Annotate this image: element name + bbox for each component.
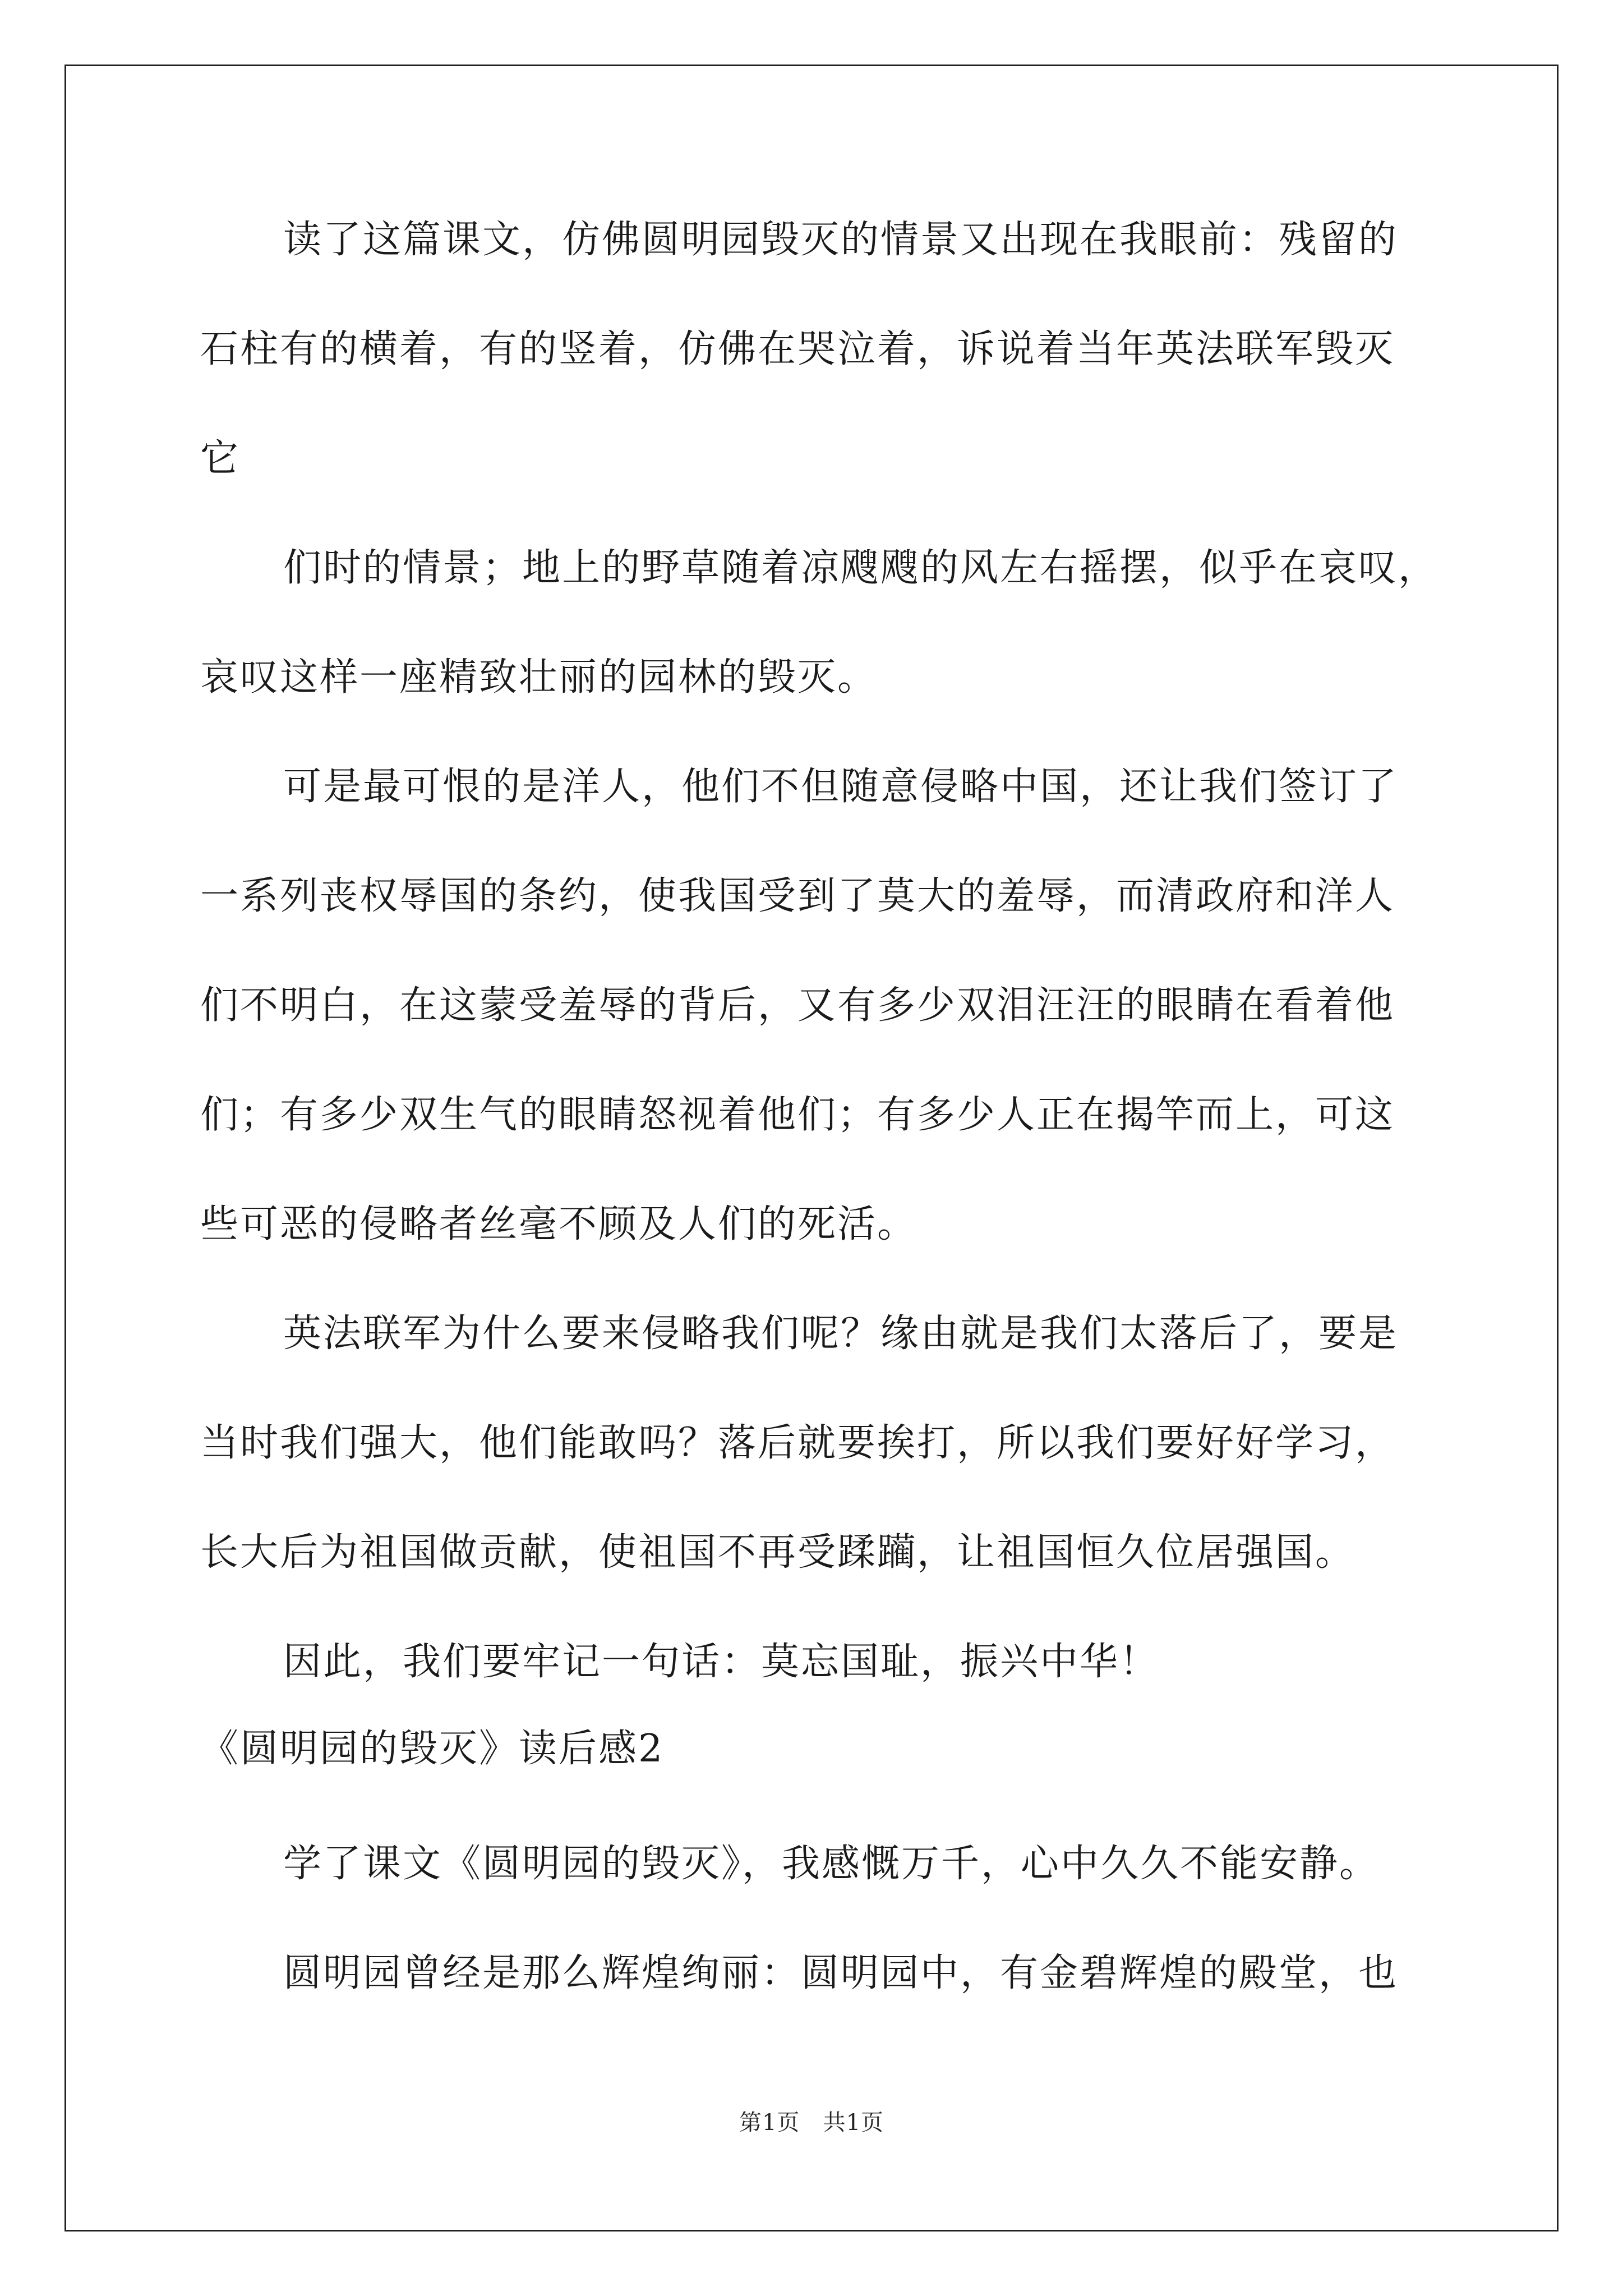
paragraph-line: 们不明白，在这蒙受羞辱的背后，又有多少双泪汪汪的眼睛在看着他 (200, 983, 1395, 1028)
page-total: 共1页 (823, 2110, 884, 2136)
paragraph-line: 当时我们强大，他们能敢吗？落后就要挨打，所以我们要好好学习， (200, 1421, 1395, 1465)
section-heading: 《圆明园的毁灭》读后感2 (200, 1727, 665, 1771)
paragraph-line: 因此，我们要牢记一句话：莫忘国耻，振兴中华！ (283, 1640, 1160, 1684)
paragraph-line: 长大后为祖国做贡献，使祖国不再受蹂躏，让祖国恒久位居强国。 (200, 1530, 1355, 1575)
paragraph-line: 石柱有的横着，有的竖着，仿佛在哭泣着，诉说着当年英法联军毁灭 (200, 327, 1395, 371)
paragraph-line: 们时的情景；地上的野草随着凉飕飕的风左右摇摆，似乎在哀叹， (283, 546, 1438, 590)
document-body (200, 213, 1451, 2000)
page-footer (0, 2105, 1623, 2137)
paragraph-line: 圆明园曾经是那么辉煌绚丽：圆明园中，有金碧辉煌的殿堂，也 (283, 1951, 1399, 1995)
paragraph-line: 它 (200, 436, 241, 481)
paragraph-line: 们；有多少双生气的眼睛怒视着他们；有多少人正在揭竿而上，可这 (200, 1093, 1395, 1137)
paragraph-line: 哀叹这样一座精致壮丽的园林的毁灭。 (200, 655, 878, 700)
paragraph-line: 一系列丧权辱国的条约，使我国受到了莫大的羞辱，而清政府和洋人 (200, 874, 1395, 918)
paragraph-line: 读了这篇课文，仿佛圆明园毁灭的情景又出现在我眼前：残留的 (283, 218, 1399, 262)
paragraph-line: 些可恶的侵略者丝毫不顾及人们的死活。 (200, 1202, 917, 1246)
paragraph-line: 可是最可恨的是洋人，他们不但随意侵略中国，还让我们签订了 (283, 765, 1399, 809)
page-number: 第1页 (739, 2110, 800, 2136)
paragraph-line: 英法联军为什么要来侵略我们呢？缘由就是我们太落后了，要是 (283, 1312, 1399, 1356)
paragraph-line: 学了课文《圆明园的毁灭》，我感慨万千，心中久久不能安静。 (283, 1842, 1380, 1886)
